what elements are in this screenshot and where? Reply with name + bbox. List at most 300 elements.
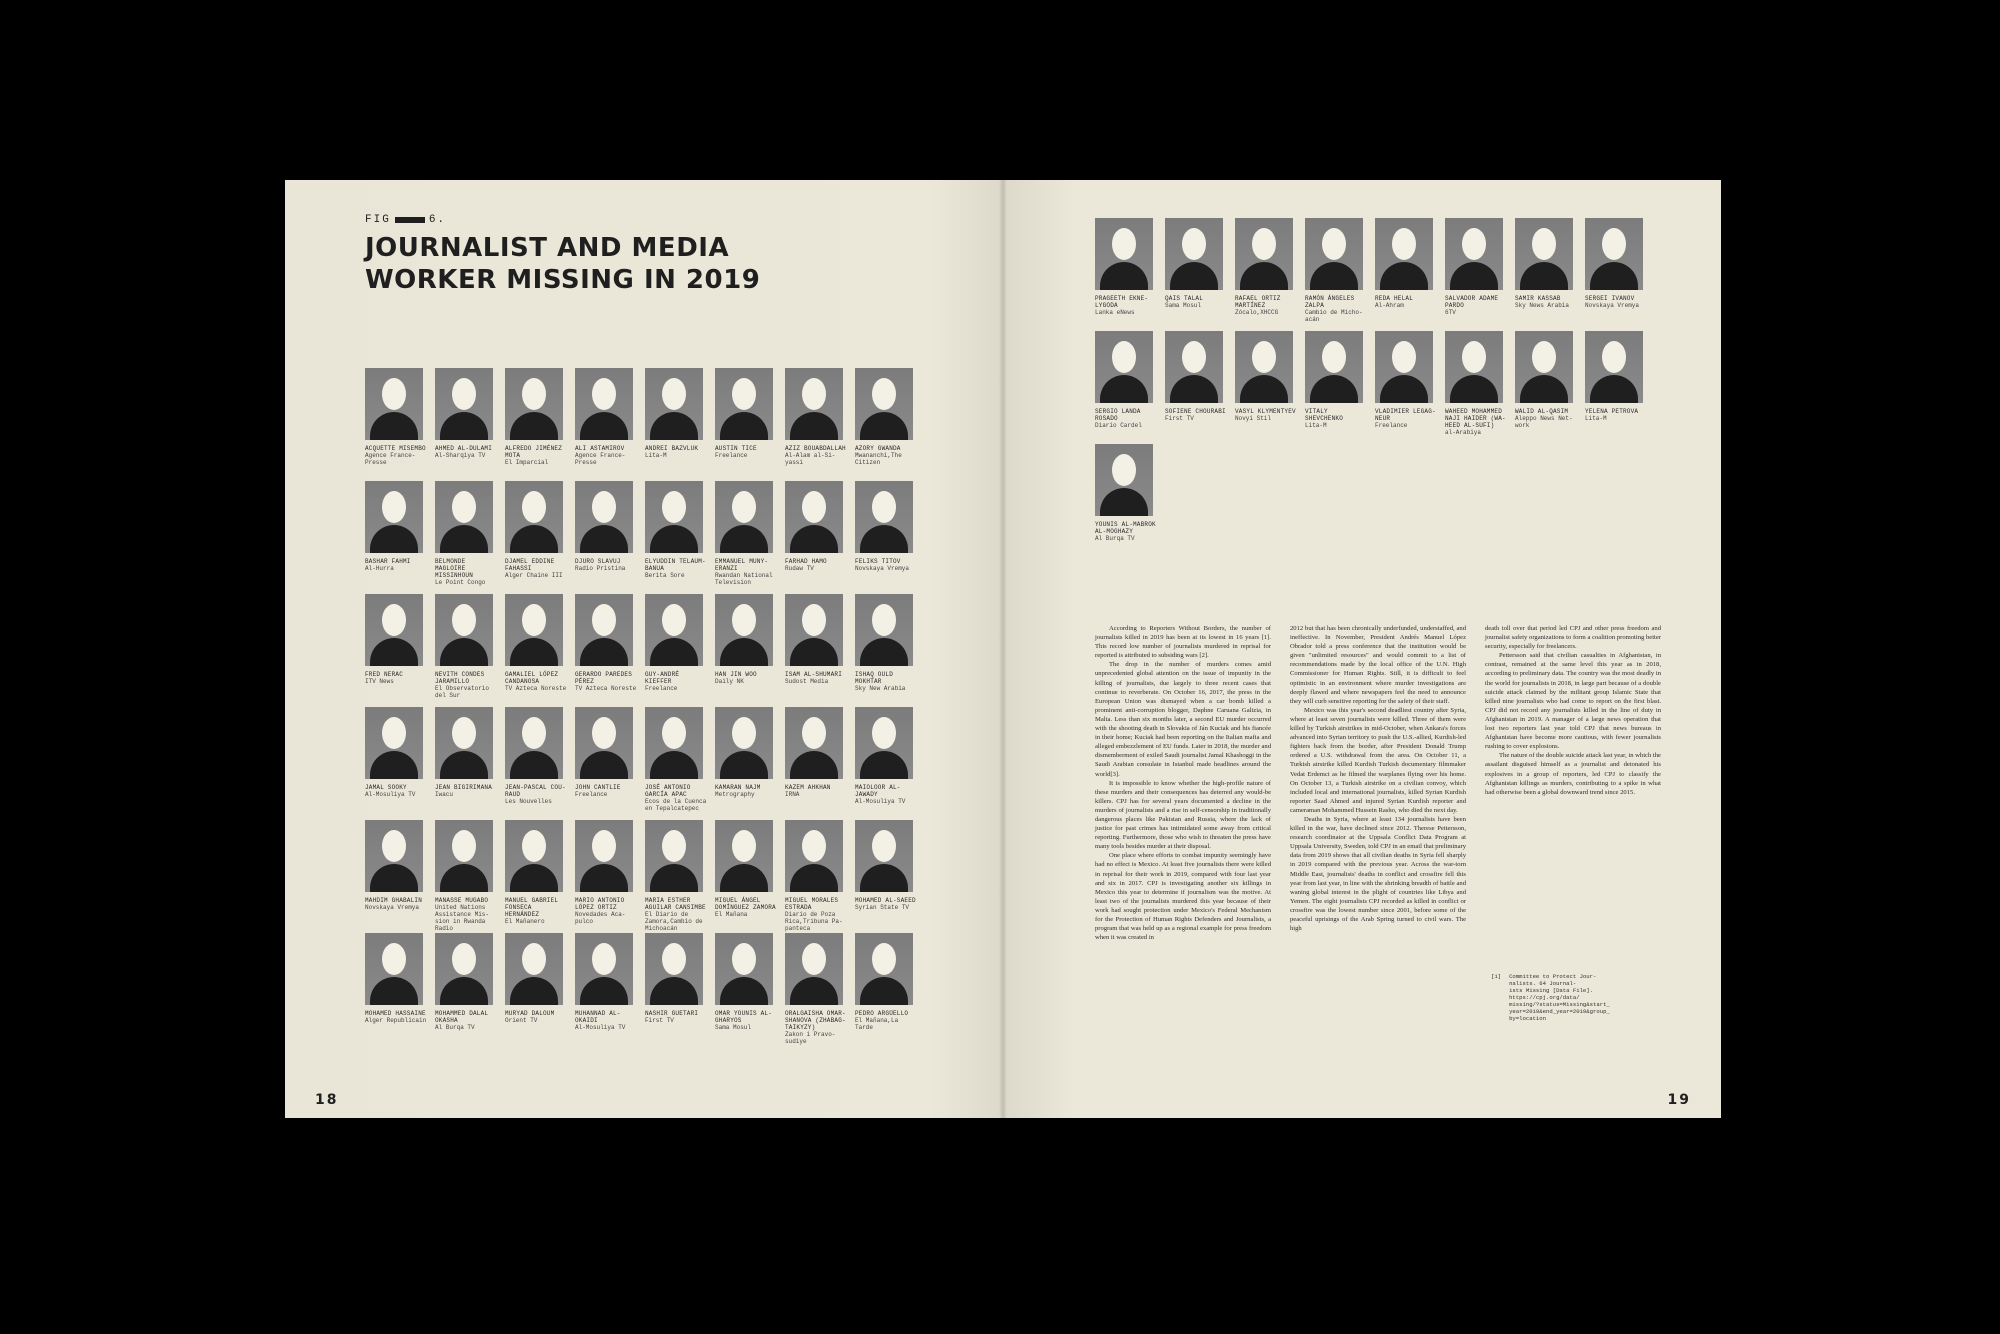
silhouette-shoulders	[510, 412, 558, 440]
person-name: MAHDIM GHABALIN	[365, 897, 423, 904]
silhouette-head	[382, 604, 406, 636]
portrait-card	[645, 594, 703, 707]
silhouette-head	[662, 717, 686, 749]
silhouette-head	[802, 378, 826, 410]
portrait-card	[715, 820, 776, 933]
silhouette-shoulders	[790, 864, 838, 892]
silhouette-shoulders	[1520, 262, 1568, 290]
silhouette-photo	[645, 368, 703, 440]
portrait-card	[1445, 331, 1506, 444]
person-outlet: Diario de Poza Rica,Tribuna Pa- panteca	[785, 911, 843, 932]
silhouette-head	[802, 604, 826, 636]
person-name: VASYL KLYMENTYEV	[1235, 408, 1296, 415]
portrait-card	[645, 933, 703, 1046]
portrait-card	[715, 594, 773, 707]
silhouette-photo	[1235, 218, 1293, 290]
text-column	[1290, 624, 1466, 942]
person-outlet: Novyi Stil	[1235, 415, 1272, 422]
silhouette-shoulders	[1240, 262, 1288, 290]
portrait-card	[855, 481, 913, 594]
person-name: MOHAMED HASSAINE	[365, 1010, 426, 1017]
silhouette-head	[662, 604, 686, 636]
silhouette-photo	[1585, 331, 1643, 403]
portrait-card	[1095, 444, 1156, 557]
silhouette-shoulders	[1450, 375, 1498, 403]
silhouette-head	[1532, 228, 1556, 260]
silhouette-photo	[1095, 444, 1153, 516]
person-outlet: ITV News	[365, 678, 394, 685]
silhouette-head	[662, 378, 686, 410]
silhouette-photo	[575, 933, 633, 1005]
silhouette-head	[1322, 341, 1346, 373]
silhouette-shoulders	[1590, 262, 1638, 290]
portrait-card	[785, 707, 843, 820]
silhouette-shoulders	[1100, 488, 1148, 516]
person-name: ALFREDO JIMÉNEZ MOTA	[505, 445, 563, 459]
person-name: MANUEL GABRIEL FONSECA HERNÁNDEZ	[505, 897, 559, 918]
silhouette-photo	[365, 707, 423, 779]
portrait-card	[575, 368, 633, 481]
person-outlet: Novskaya Vremya	[855, 565, 910, 572]
portrait-card	[715, 707, 773, 820]
silhouette-head	[802, 830, 826, 862]
silhouette-photo	[715, 820, 773, 892]
silhouette-head	[872, 604, 896, 636]
silhouette-shoulders	[1170, 262, 1218, 290]
silhouette-photo	[715, 707, 773, 779]
silhouette-head	[1602, 228, 1626, 260]
silhouette-head	[1252, 228, 1276, 260]
silhouette-shoulders	[860, 638, 908, 666]
person-outlet: Alger Republicain	[365, 1017, 427, 1024]
portrait-card	[505, 820, 563, 933]
person-outlet: IRNA	[785, 791, 800, 798]
portrait-card	[715, 368, 773, 481]
silhouette-head	[1392, 341, 1416, 373]
person-name: REDA HELAL	[1375, 295, 1414, 302]
silhouette-shoulders	[580, 412, 628, 440]
silhouette-shoulders	[510, 638, 558, 666]
article-body	[1095, 624, 1661, 942]
portrait-card	[575, 820, 633, 933]
person-name: GAMALIEL LÓPEZ CANDANOSA	[505, 671, 559, 685]
silhouette-head	[382, 717, 406, 749]
portrait-card	[785, 820, 843, 933]
portrait-card	[1585, 218, 1643, 331]
person-name: AZORY GWANDA	[855, 445, 901, 452]
person-name: VLADIMIER LEGAG- NEUR	[1375, 408, 1436, 422]
portrait-card	[1305, 331, 1363, 444]
person-outlet: Diario Cardel	[1095, 422, 1142, 429]
page-title: JOURNALIST AND MEDIA WORKER MISSING IN 2019	[365, 233, 761, 295]
silhouette-shoulders	[860, 977, 908, 1005]
portrait-card	[1095, 218, 1153, 331]
person-name: ALI ASTAMIROV	[575, 445, 625, 452]
paragraph: 2012 but that has been chronically underfunded, understaffed, and ineffective. In November, President Andrés Manuel López Obrador told a press conference that the institution would be given "unlimited resources" and would commit to a list of recommendations made by the local office of the U.N. High Commissioner for Human Rights. Still, it is difficult to feel optimistic in an environment where murder investigations are deeply flawed and where newspapers feel the need to announce they will curb sensitive reporting for the safety of their staff.	[1290, 625, 1466, 705]
text-column	[1095, 624, 1271, 942]
silhouette-head	[522, 378, 546, 410]
silhouette-shoulders	[440, 412, 488, 440]
person-outlet: TV Azteca Noreste	[575, 685, 637, 692]
silhouette-head	[872, 378, 896, 410]
silhouette-head	[1602, 341, 1626, 373]
silhouette-head	[732, 604, 756, 636]
person-name: ISAM AL-SHUMARI	[785, 671, 843, 678]
portrait-card	[855, 933, 913, 1046]
silhouette-photo	[505, 368, 563, 440]
silhouette-photo	[785, 820, 843, 892]
silhouette-photo	[575, 481, 633, 553]
silhouette-shoulders	[1240, 375, 1288, 403]
silhouette-shoulders	[720, 412, 768, 440]
silhouette-photo	[505, 933, 563, 1005]
silhouette-head	[802, 943, 826, 975]
silhouette-photo	[1235, 331, 1293, 403]
silhouette-shoulders	[510, 751, 558, 779]
portrait-card	[435, 368, 493, 481]
person-name: SERGIO LANDA ROSADO	[1095, 408, 1141, 422]
silhouette-photo	[1305, 218, 1363, 290]
person-outlet: Al-Alam al-Si- yassi	[785, 452, 836, 466]
silhouette-shoulders	[720, 638, 768, 666]
person-outlet: Rudaw TV	[785, 565, 814, 572]
silhouette-photo	[435, 481, 493, 553]
person-name: JEAN-PASCAL COU- RAUD	[505, 784, 566, 798]
silhouette-photo	[645, 594, 703, 666]
portrait-grid	[365, 368, 916, 1046]
person-outlet: Iwacu	[435, 791, 454, 798]
silhouette-photo	[1375, 331, 1433, 403]
silhouette-shoulders	[720, 525, 768, 553]
silhouette-photo	[365, 933, 423, 1005]
silhouette-shoulders	[650, 751, 698, 779]
person-outlet: al-Arabiya	[1445, 429, 1482, 436]
silhouette-head	[522, 717, 546, 749]
person-outlet: Freelance	[1375, 422, 1408, 429]
silhouette-head	[872, 491, 896, 523]
person-name: VITALY SHEVCHENKO	[1305, 408, 1344, 422]
person-outlet: Metrography	[715, 791, 755, 798]
figure-bar	[395, 217, 425, 223]
person-name: RAFAEL ORTIZ MARTÍNEZ	[1235, 295, 1281, 309]
silhouette-head	[452, 717, 476, 749]
silhouette-shoulders	[860, 525, 908, 553]
person-name: PEDRO ARGÜELLO	[855, 1010, 909, 1017]
silhouette-photo	[435, 933, 493, 1005]
silhouette-shoulders	[440, 751, 488, 779]
silhouette-photo	[505, 594, 563, 666]
person-name: MOHAMMED DALAL OKASHA	[435, 1010, 489, 1024]
silhouette-head	[592, 717, 616, 749]
person-outlet: Cambio de Micho- acán	[1305, 309, 1363, 323]
silhouette-shoulders	[580, 751, 628, 779]
silhouette-shoulders	[1450, 262, 1498, 290]
silhouette-photo	[715, 368, 773, 440]
person-name: NEVITH CONDES JARAMILLO	[435, 671, 485, 685]
silhouette-shoulders	[1100, 375, 1148, 403]
silhouette-photo	[575, 594, 633, 666]
silhouette-head	[452, 830, 476, 862]
silhouette-shoulders	[580, 977, 628, 1005]
silhouette-head	[732, 717, 756, 749]
silhouette-shoulders	[650, 412, 698, 440]
portrait-card	[645, 368, 703, 481]
silhouette-shoulders	[650, 638, 698, 666]
silhouette-head	[662, 943, 686, 975]
silhouette-photo	[1445, 331, 1503, 403]
silhouette-photo	[505, 820, 563, 892]
portrait-card	[1165, 218, 1223, 331]
person-outlet: Sky News Arabia	[1515, 302, 1570, 309]
silhouette-photo	[435, 594, 493, 666]
silhouette-head	[1462, 341, 1486, 373]
person-outlet: Berita Sore	[645, 572, 685, 579]
person-outlet: Sky New Arabia	[855, 685, 906, 692]
portrait-card	[715, 933, 773, 1046]
person-name: MARIO ANTONIO LÓPEZ ORTIZ	[575, 897, 625, 911]
silhouette-head	[872, 943, 896, 975]
person-outlet: Orient TV	[505, 1017, 538, 1024]
person-name: SERGEI IVANOV	[1585, 295, 1635, 302]
silhouette-head	[1532, 341, 1556, 373]
silhouette-head	[452, 943, 476, 975]
silhouette-photo	[435, 820, 493, 892]
silhouette-shoulders	[860, 751, 908, 779]
portrait-card	[505, 368, 563, 481]
person-name: JEAN BIGIRIMANA	[435, 784, 493, 791]
portrait-card	[1375, 218, 1433, 331]
paragraph: It is impossible to know whether the high-profile nature of these murders and their consequences has deterred any would-be killers. CPJ has for several years documented a decline in the murders of journalists and a rise in self-censorship in traditionally dangerous places like Pakistan and Russia, where the lack of justice for past crimes has intimidated some away from critical reporting. Furthermore, those who wish to threaten the press have many tools besides murder at their disposal.	[1095, 779, 1271, 851]
portrait-card	[1305, 218, 1363, 331]
person-name: RAMÓN ÁNGELES ZALPA	[1305, 295, 1355, 309]
person-name: AZIZ BOUABDALLAH	[785, 445, 846, 452]
person-outlet: Al-Mosuliya TV	[855, 798, 906, 805]
person-name: WALID AL-QASIM	[1515, 408, 1569, 415]
silhouette-shoulders	[650, 525, 698, 553]
portrait-card	[365, 933, 427, 1046]
person-outlet: First TV	[645, 1017, 674, 1024]
person-outlet: El Imparcial	[505, 459, 549, 466]
person-outlet: Lanka eNews	[1095, 309, 1135, 316]
silhouette-shoulders	[1590, 375, 1638, 403]
silhouette-head	[522, 943, 546, 975]
footnote: [1] Committee to Protect Jour- nalists. 64 Journal- ists Missing [Data File]. https://cpj.org/data/ missing/?status=Missing&start_ year=2019&end_year=2019&group_ by=location	[1491, 973, 1610, 1022]
silhouette-head	[662, 830, 686, 862]
figure-label: FIG 6.	[365, 214, 447, 226]
silhouette-head	[592, 943, 616, 975]
silhouette-head	[1112, 341, 1136, 373]
portrait-card	[645, 481, 706, 594]
silhouette-head	[452, 491, 476, 523]
silhouette-shoulders	[580, 864, 628, 892]
silhouette-photo	[855, 368, 913, 440]
silhouette-shoulders	[790, 977, 838, 1005]
person-outlet: Al-Mosuliya TV	[365, 791, 416, 798]
silhouette-photo	[1305, 331, 1363, 403]
portrait-card	[715, 481, 773, 594]
silhouette-head	[1182, 341, 1206, 373]
portrait-card	[785, 368, 846, 481]
person-name: JOSÉ ANTONIO GARCÍA APAC	[645, 784, 691, 798]
portrait-card	[505, 481, 563, 594]
person-outlet: Sama Mosul	[715, 1024, 752, 1031]
silhouette-shoulders	[650, 864, 698, 892]
silhouette-shoulders	[440, 977, 488, 1005]
person-outlet: Sama Mosul	[1165, 302, 1202, 309]
silhouette-photo	[575, 707, 633, 779]
person-name: MANASSE MUGABO	[435, 897, 489, 904]
person-name: MURYAD DALOUM	[505, 1010, 555, 1017]
person-outlet: Mwananchi,The Citizen	[855, 452, 902, 466]
person-name: FELIKS TITOV	[855, 558, 901, 565]
person-name: SALVADOR ADAME PARDO	[1445, 295, 1499, 309]
portrait-card	[855, 594, 913, 707]
silhouette-shoulders	[1380, 375, 1428, 403]
portrait-card	[365, 481, 423, 594]
person-outlet: El Mañana,La Tarde	[855, 1017, 899, 1031]
portrait-card	[365, 820, 423, 933]
silhouette-head	[382, 943, 406, 975]
portrait-card	[1235, 331, 1296, 444]
person-name: ACQUETTE MISEMBO	[365, 445, 426, 452]
silhouette-photo	[855, 707, 913, 779]
silhouette-photo	[785, 707, 843, 779]
silhouette-photo	[785, 933, 843, 1005]
portrait-card	[365, 594, 423, 707]
silhouette-head	[732, 491, 756, 523]
person-name: ISHAQ OULD MOKHTAR	[855, 671, 894, 685]
text-column	[1485, 624, 1661, 942]
silhouette-head	[592, 491, 616, 523]
person-name: QAIS TALAL	[1165, 295, 1204, 302]
silhouette-photo	[575, 820, 633, 892]
silhouette-head	[872, 830, 896, 862]
portrait-card	[1095, 331, 1153, 444]
silhouette-photo	[1095, 218, 1153, 290]
person-name: BELMONDE MAGLOIRE MISSINHOUN	[435, 558, 474, 579]
person-outlet: Le Point Congo	[435, 579, 486, 586]
silhouette-photo	[645, 481, 703, 553]
silhouette-photo	[365, 481, 423, 553]
silhouette-head	[802, 717, 826, 749]
portrait-card	[505, 707, 566, 820]
person-outlet: Novskaya Vremya	[365, 904, 420, 911]
portrait-card	[1515, 218, 1573, 331]
silhouette-photo	[1515, 331, 1573, 403]
person-name: EMMANUEL MUNY- ERANZI	[715, 558, 769, 572]
silhouette-photo	[505, 707, 563, 779]
person-name: PRAGEETH EKNE- LYGODA	[1095, 295, 1149, 309]
silhouette-shoulders	[370, 864, 418, 892]
person-outlet: El Diario de Zamora,Cambio de Michoacán	[645, 911, 703, 932]
person-outlet: Aleppo News Net- work	[1515, 415, 1573, 429]
portrait-card	[855, 707, 913, 820]
person-name: ELYUDDIN TELAUM- BANUA	[645, 558, 706, 572]
silhouette-shoulders	[860, 864, 908, 892]
silhouette-photo	[575, 368, 633, 440]
silhouette-head	[592, 604, 616, 636]
person-name: JAMAL SOOKY	[365, 784, 407, 791]
paragraph: Pettersson said that civilian casualties in Afghanistan, in contrast, remained at the same level this year as in 2018, according to preliminary data. The country was the most deadly in the world for journalists in 2018, in large part because of a double suicide attack claimed by the militant group Islamic State that killed nine journalists who had come to report on the first blast. CPJ did not record any journalists killed in the line of duty in Afghanistan in 2019. A manager of a large news operation that lost two reporters last year told CPJ that news bureaus in Afghanistan have become more cautious, with fewer journalists rushing to cover explosions.	[1485, 652, 1661, 751]
silhouette-shoulders	[790, 412, 838, 440]
portrait-card	[435, 820, 493, 933]
silhouette-shoulders	[580, 525, 628, 553]
person-name: KAZEM AHKHAN	[785, 784, 831, 791]
person-name: YOUNIS AL-MABROK AL-MOGHAZY	[1095, 521, 1156, 535]
person-outlet: Al-Ahram	[1375, 302, 1404, 309]
silhouette-head	[592, 830, 616, 862]
person-outlet: El Observatorio del Sur	[435, 685, 490, 699]
person-outlet: Agence France- Presse	[575, 452, 626, 466]
silhouette-photo	[645, 820, 703, 892]
portrait-card	[365, 707, 423, 820]
silhouette-photo	[435, 368, 493, 440]
portrait-card	[365, 368, 426, 481]
silhouette-photo	[785, 481, 843, 553]
portrait-card	[575, 481, 633, 594]
silhouette-shoulders	[1310, 262, 1358, 290]
page-number: 19	[1667, 1092, 1691, 1108]
silhouette-head	[1112, 228, 1136, 260]
person-outlet: Freelance	[715, 452, 748, 459]
person-outlet: Al-Mosuliya TV	[575, 1024, 626, 1031]
person-outlet: Syrian State TV	[855, 904, 910, 911]
person-name: KAMARAN NAJM	[715, 784, 761, 791]
person-name: GUY-ANDRÉ KIEFFER	[645, 671, 680, 685]
portrait-card	[855, 368, 913, 481]
person-name: GERARDO PAREDES PÉREZ	[575, 671, 633, 685]
silhouette-photo	[855, 820, 913, 892]
portrait-grid	[1095, 218, 1643, 557]
portrait-card	[435, 594, 493, 707]
person-name: NASHIR GUETARI	[645, 1010, 699, 1017]
silhouette-photo	[505, 481, 563, 553]
silhouette-photo	[1095, 331, 1153, 403]
portrait-card	[1445, 218, 1503, 331]
paragraph: The nature of the double suicide attack last year, in which the assailant disguised himself as a journalist and detonated his explosives in a group of reporters, led CPJ to classify the Afghanistan killings as murders, contributing to a spike in what had otherwise been a global downward trend since 2015.	[1485, 752, 1661, 796]
person-outlet: Alger Chaine III	[505, 572, 563, 579]
silhouette-photo	[715, 933, 773, 1005]
silhouette-head	[1462, 228, 1486, 260]
silhouette-shoulders	[1170, 375, 1218, 403]
person-outlet: Zócalo,XHCCG	[1235, 309, 1279, 316]
person-outlet: Ecos de la Cuenca en Tepalcatepec	[645, 798, 707, 812]
person-outlet: 6TV	[1445, 309, 1456, 316]
silhouette-photo	[715, 594, 773, 666]
portrait-card	[785, 933, 846, 1046]
silhouette-photo	[785, 368, 843, 440]
silhouette-shoulders	[790, 638, 838, 666]
person-outlet: Al-Hurra	[365, 565, 394, 572]
silhouette-head	[1182, 228, 1206, 260]
portrait-card	[575, 594, 637, 707]
person-outlet: Lita-M	[1585, 415, 1607, 422]
silhouette-head	[522, 830, 546, 862]
person-outlet: Zakon i Pravo- sudiye	[785, 1031, 836, 1045]
person-outlet: El Mañanero	[505, 918, 545, 925]
silhouette-shoulders	[720, 751, 768, 779]
person-name: JOHN CANTLIE	[575, 784, 621, 791]
spine-gutter	[999, 180, 1007, 1118]
silhouette-photo	[855, 594, 913, 666]
silhouette-head	[522, 604, 546, 636]
silhouette-shoulders	[650, 977, 698, 1005]
silhouette-shoulders	[1100, 262, 1148, 290]
silhouette-photo	[365, 820, 423, 892]
silhouette-head	[1392, 228, 1416, 260]
silhouette-photo	[785, 594, 843, 666]
silhouette-photo	[645, 933, 703, 1005]
